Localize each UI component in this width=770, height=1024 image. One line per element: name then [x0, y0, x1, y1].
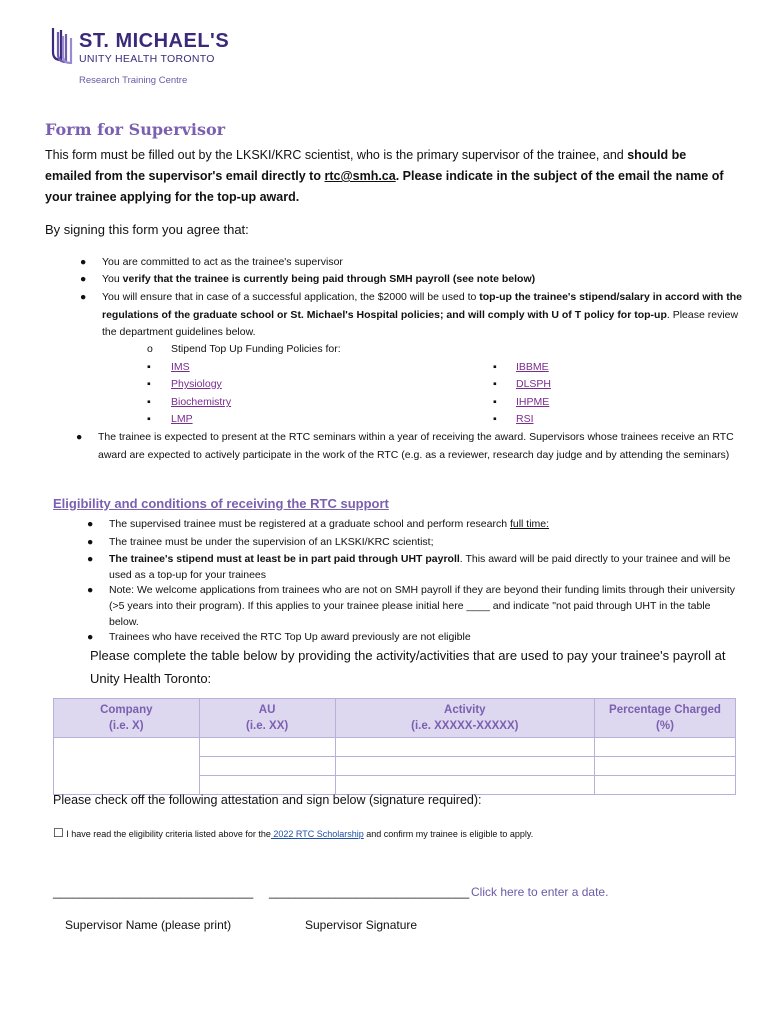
- square-bullet-icon: ▪: [493, 413, 497, 425]
- square-bullet-icon: ▪: [493, 361, 497, 373]
- square-bullet-icon: ▪: [493, 396, 497, 408]
- bullet-icon: ●: [87, 631, 94, 643]
- intro-bold-1: should be emailed from the supervisor's email directly to: [45, 148, 687, 183]
- st-michaels-logo-icon: [50, 26, 74, 64]
- intro-paragraph: [45, 145, 735, 208]
- agree-item-3-bold: top-up the trainee's stipend/salary in accord with the regulations of the graduate school or St. Michael's Hospital policies; and will comply with U of T policy for top-up: [102, 291, 742, 321]
- eligibility-item-2: The trainee must be under the supervision of an LKSKI/KRC scientist;: [109, 536, 434, 548]
- date-picker[interactable]: Click here to enter a date.: [471, 885, 609, 899]
- header-company: [54, 699, 200, 738]
- square-bullet-icon: ▪: [147, 413, 151, 425]
- eligibility-heading: Eligibility and conditions of receiving the RTC support: [53, 496, 389, 511]
- eligibility-item-5: Trainees who have received the RTC Top Up award previously are not eligible: [109, 631, 471, 643]
- agree-item-3-post: . Please review the department guidelines below.: [102, 308, 739, 338]
- bullet-icon: ●: [76, 431, 83, 443]
- header-company-label: Company: [100, 704, 153, 716]
- attestation-checkbox-row: [53, 826, 533, 840]
- eligibility-item-1: [109, 516, 739, 532]
- header-au-example: (i.e. XX): [246, 720, 289, 732]
- eligibility-item-4: Note: We welcome applications from trainees who are not on SMH payroll if they are beyond their funding limits through their university (>5 years into their program). If this applies to your trainee please initial here ____ and indicate "not paid through UHT in the table below.: [109, 584, 736, 628]
- au-cell[interactable]: [199, 776, 335, 795]
- policy-subheading: Stipend Top Up Funding Policies for:: [171, 343, 341, 355]
- bullet-icon: ●: [87, 518, 94, 530]
- company-cell[interactable]: [54, 738, 200, 795]
- link-dlsph[interactable]: DLSPH: [516, 378, 552, 390]
- percentage-cell[interactable]: [594, 757, 735, 776]
- attestation-heading: Please check off the following attestation and sign below (signature required):: [53, 793, 482, 807]
- link-physiology[interactable]: Physiology: [171, 378, 222, 390]
- logo-subtitle: UNITY HEALTH TORONTO: [79, 53, 215, 65]
- link-lmp[interactable]: LMP: [171, 413, 193, 425]
- checkbox[interactable]: ☐: [53, 826, 64, 840]
- au-cell[interactable]: [199, 757, 335, 776]
- bullet-icon: ●: [87, 553, 94, 565]
- agree-item-3: [102, 289, 742, 342]
- eligibility-item-3: [109, 551, 739, 583]
- bullet-icon: ●: [87, 584, 94, 596]
- agree-item-3-pre: You will ensure that in case of a successful application, the $2000 will be used to: [102, 291, 480, 303]
- eligibility-item-3-bold: The trainee's stipend must at least be in part paid through UHT payroll: [109, 553, 460, 565]
- activity-cell[interactable]: [335, 757, 594, 776]
- form-title: Form for Supervisor: [45, 120, 226, 139]
- bullet-icon: ●: [80, 291, 87, 303]
- percentage-cell[interactable]: [594, 776, 735, 795]
- square-bullet-icon: ▪: [147, 378, 151, 390]
- percentage-cell[interactable]: [594, 738, 735, 757]
- table-instructions: Please complete the table below by providing the activity/activities that are used to pay your trainee's payroll at Unity Health Toronto:: [90, 648, 726, 686]
- agree-item-1: You are committed to act as the trainee's supervisor: [102, 256, 343, 268]
- supervisor-name-label: Supervisor Name (please print): [65, 918, 232, 932]
- header-activity: [335, 699, 594, 738]
- header-percentage-label: Percentage Charged: [609, 704, 721, 716]
- activity-cell[interactable]: [335, 776, 594, 795]
- link-ihpme[interactable]: IHPME: [516, 396, 550, 408]
- link-rsi[interactable]: RSI: [516, 413, 534, 425]
- au-cell[interactable]: [199, 738, 335, 757]
- agree-item-2-bold: verify that the trainee is currently being paid through SMH payroll (see note below): [122, 273, 536, 285]
- eligibility-item-1-pre: The supervised trainee must be registered at a graduate school and perform research: [109, 518, 510, 530]
- agree-heading: By signing this form you agree that:: [45, 222, 249, 237]
- bullet-icon: ●: [87, 536, 94, 548]
- rtc-scholarship-link[interactable]: 2022 RTC Scholarship: [270, 829, 364, 839]
- table-row: [54, 738, 736, 757]
- signature-line[interactable]: ______________________________: [269, 885, 470, 899]
- header-percentage: [594, 699, 735, 738]
- bullet-icon: ●: [80, 273, 87, 285]
- square-bullet-icon: ▪: [147, 361, 151, 373]
- header-percentage-example: (%): [656, 720, 674, 732]
- checkbox-label-post: and confirm my trainee is eligible to apply.: [363, 829, 534, 839]
- checkbox-label-pre: I have read the eligibility criteria listed above for the: [63, 829, 271, 839]
- link-ims[interactable]: IMS: [171, 361, 190, 373]
- agree-item-2-pre: You: [102, 273, 123, 285]
- logo-name: ST. MICHAEL'S: [79, 30, 230, 52]
- link-ibbme[interactable]: IBBME: [516, 361, 549, 373]
- agree-item-2: [102, 271, 742, 289]
- link-biochemistry[interactable]: Biochemistry: [171, 396, 232, 408]
- name-line[interactable]: ______________________________: [53, 885, 254, 899]
- sub-bullet-o: o: [147, 343, 153, 355]
- bullet-icon: ●: [80, 256, 87, 268]
- agree-item-4: The trainee is expected to present at the RTC seminars within a year of receiving the award. Supervisors whose trainees receive an RTC award are expected to actively participate in the work of the RTC (e.g. as a reviewer, research day judge and by attending the seminars): [98, 431, 734, 461]
- header-activity-example: (i.e. XXXXX-XXXXX): [411, 720, 519, 732]
- header-au-label: AU: [258, 704, 276, 716]
- header-au: [199, 699, 335, 738]
- logo-unit: Research Training Centre: [79, 75, 188, 86]
- square-bullet-icon: ▪: [147, 396, 151, 408]
- email-link[interactable]: rtc@smh.ca: [324, 169, 396, 183]
- header-activity-label: Activity: [444, 704, 486, 716]
- activity-cell[interactable]: [335, 738, 594, 757]
- square-bullet-icon: ▪: [493, 378, 497, 390]
- payroll-table: [53, 698, 736, 795]
- eligibility-item-1-underline: full time:: [509, 518, 550, 530]
- eligibility-item-3-post: . This award will be paid directly to your trainee and will be used as a top-up for your trainees: [109, 553, 731, 581]
- table-header-row: [54, 699, 736, 738]
- header-company-example: (i.e. X): [109, 720, 144, 732]
- intro-bold-2: . Please indicate in the subject of the email the name of your trainee applying for the top-up award.: [45, 169, 724, 204]
- supervisor-signature-label: Supervisor Signature: [305, 918, 418, 932]
- intro-text: This form must be filled out by the LKSKI/KRC scientist, who is the primary supervisor of the trainee, and: [45, 148, 628, 162]
